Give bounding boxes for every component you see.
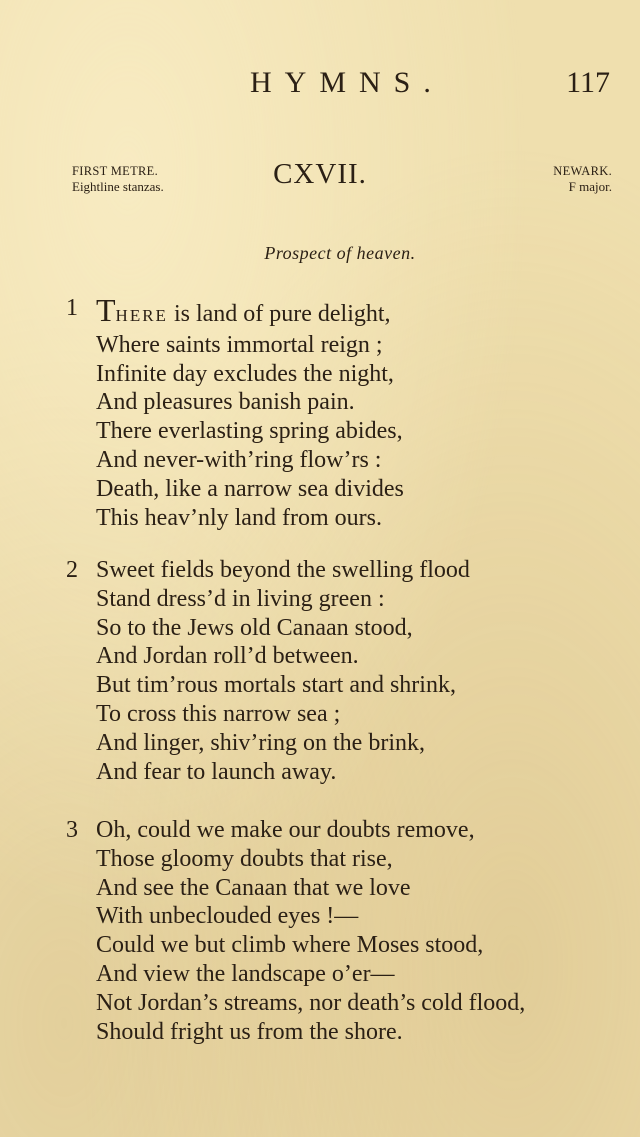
verse-line: And pleasures banish pain.	[96, 389, 355, 416]
hymn-number: CXVII.	[273, 158, 367, 190]
hymn-title: Prospect of heaven.	[264, 243, 416, 263]
verse-line: Could we but climb where Moses stood,	[96, 932, 484, 959]
verse-line: And view the landscape o’er—	[96, 960, 395, 987]
verse-line: And linger, shiv’ring on the brink,	[96, 729, 425, 756]
verse-line: And fear to launch away.	[96, 758, 337, 785]
small-caps-word: HERE	[115, 306, 168, 325]
verse-line: Sweet fields beyond the swelling flood	[96, 557, 470, 583]
stanza-form-label: Eightline stanzas.	[72, 179, 164, 194]
metre-label: FIRST METRE.	[72, 164, 159, 178]
verse-line: To cross this narrow sea ;	[96, 700, 341, 727]
verse-line: Those gloomy doubts that rise,	[96, 845, 393, 872]
stanza-number: 1	[66, 295, 78, 321]
stanza-lines	[96, 556, 470, 786]
verse-line: Where saints immortal reign ;	[96, 331, 383, 358]
stanza-lines	[96, 816, 525, 1046]
running-title: HYMNS.	[250, 66, 444, 99]
verse-line: But tim’rous mortals start and shrink,	[96, 672, 456, 699]
verse-line: Infinite day excludes the night,	[96, 360, 394, 387]
page-number: 117	[566, 66, 610, 99]
verse-line	[96, 294, 404, 331]
stanza-number: 2	[66, 557, 78, 583]
verse-line: With unbeclouded eyes !—	[96, 903, 359, 930]
verse-line: Oh, could we make our doubts remove,	[96, 817, 475, 843]
verse-line: So to the Jews old Canaan stood,	[96, 614, 413, 641]
stanza-lines	[96, 294, 404, 532]
stanza-number: 3	[66, 817, 78, 843]
verse-line: Stand dress’d in living green :	[96, 585, 385, 612]
verse-line-rest: is land of pure delight,	[167, 301, 391, 327]
verse-line: Death, like a narrow sea divides	[96, 475, 404, 502]
verse-line: There everlasting spring abides,	[96, 418, 403, 445]
verse-line: Should fright us from the shore.	[96, 1018, 403, 1045]
verse-line: Not Jordan’s streams, nor death’s cold flood,	[96, 989, 526, 1016]
verse-line: And Jordan roll’d between.	[96, 643, 359, 670]
tune-name: NEWARK.	[553, 164, 612, 178]
tune-info	[553, 164, 612, 194]
verse-line: And never-with’ring flow’rs :	[96, 446, 382, 473]
verse-line: This heav’nly land from ours.	[96, 504, 382, 531]
drop-initial: T	[96, 292, 116, 328]
verse-line: And see the Canaan that we love	[96, 874, 411, 901]
tune-key: F major.	[568, 179, 612, 194]
